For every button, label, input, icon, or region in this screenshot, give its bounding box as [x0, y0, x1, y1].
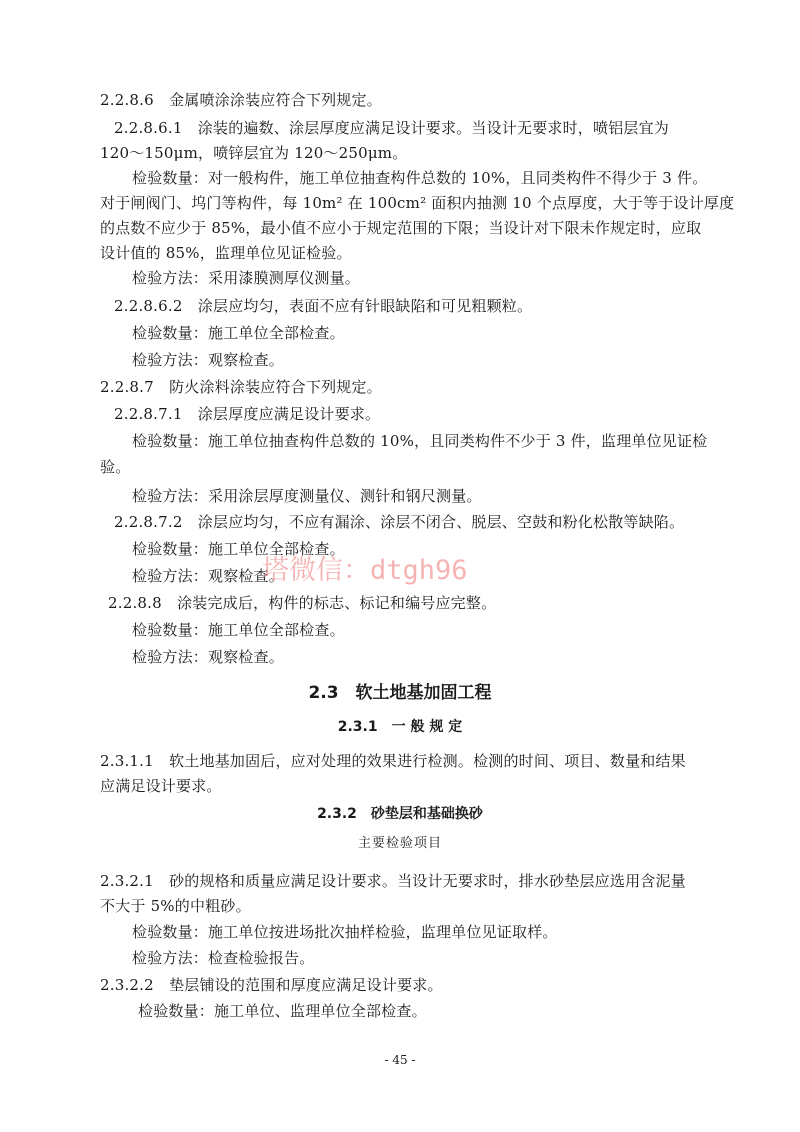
inspection-quantity: 检验数量：施工单位、监理单位全部检查。: [138, 1002, 427, 1020]
paragraph-line: 的点数不应少于 85%，最小值不应小于规定范围的下限；当设计对下限未作规定时，应取: [100, 219, 702, 237]
inspection-quantity: 检验数量：施工单位全部检查。: [132, 621, 345, 639]
paragraph-line: 120～150μm，喷锌层宜为 120～250μm。: [100, 144, 408, 162]
inspection-method: 检验方法：观察检查。: [132, 567, 285, 585]
section-heading: 2.3 软土地基加固工程: [308, 683, 492, 703]
clause-2-3-2-1: 2.3.2.1 砂的规格和质量应满足设计要求。当设计无要求时，排水砂垫层应选用含泥量: [100, 872, 686, 890]
paragraph-line: 验。: [100, 458, 131, 476]
clause-2-2-8-8: 2.2.8.8 涂装完成后，构件的标志、标记和编号应完整。: [108, 594, 497, 612]
inspection-quantity: 检验数量：对一般构件，施工单位抽查构件总数的 10%，且同类构件不得少于 3 件。: [132, 169, 708, 187]
paragraph-line: 设计值的 85%，监理单位见证检验。: [100, 244, 352, 262]
main-inspection-items-caption: 主要检验项目: [357, 836, 442, 851]
inspection-quantity: 检验数量：施工单位抽查构件总数的 10%，且同类构件不少于 3 件，监理单位见证检: [132, 432, 708, 450]
inspection-quantity: 检验数量：施工单位全部检查。: [132, 540, 345, 558]
clause-2-2-8-7-1: 2.2.8.7.1 涂层厚度应满足设计要求。: [114, 405, 381, 423]
watermark-text: 塔微信：dtgh96: [262, 555, 468, 586]
clause-2-2-8-6-1: 2.2.8.6.1 涂装的遍数、涂层厚度应满足设计要求。当设计无要求时，喷铝层宜为: [114, 119, 669, 137]
paragraph-line: 应满足设计要求。: [100, 777, 222, 795]
clause-2-2-8-6-2: 2.2.8.6.2 涂层应均匀，表面不应有针眼缺陷和可见粗颗粒。: [114, 297, 533, 315]
subsection-heading-sand-cushion: 2.3.2 砂垫层和基础换砂: [317, 806, 483, 822]
inspection-method: 检验方法：采用涂层厚度测量仪、测针和钢尺测量。: [132, 487, 482, 505]
inspection-quantity: 检验数量：施工单位全部检查。: [132, 324, 345, 342]
page-number: - 45 -: [384, 1053, 416, 1067]
paragraph-line: 对于闸阀门、坞门等构件，每 10m² 在 100cm² 面积内抽测 10 个点厚度，大于等于设计厚度: [100, 194, 735, 212]
clause-2-2-8-7-2: 2.2.8.7.2 涂层应均匀，不应有漏涂、涂层不闭合、脱层、空鼓和粉化松散等缺陷。: [114, 513, 685, 531]
clause-2-3-1-1: 2.3.1.1 软土地基加固后，应对处理的效果进行检测。检测的时间、项目、数量和结果: [100, 752, 686, 770]
inspection-method: 检验方法：采用漆膜测厚仪测量。: [132, 269, 361, 287]
inspection-method: 检验方法：观察检查。: [132, 351, 285, 369]
inspection-method: 检验方法：检查检验报告。: [132, 949, 315, 967]
clause-2-3-2-2: 2.3.2.2 垫层铺设的范围和厚度应满足设计要求。: [100, 976, 443, 994]
subsection-heading-general: 2.3.1 一 般 规 定: [337, 719, 463, 735]
inspection-method: 检验方法：观察检查。: [132, 648, 285, 666]
clause-2-2-8-6: 2.2.8.6 金属喷涂涂装应符合下列规定。: [100, 91, 382, 109]
paragraph-line: 不大于 5%的中粗砂。: [100, 897, 251, 915]
inspection-quantity: 检验数量：施工单位按进场批次抽样检验，监理单位见证取样。: [132, 923, 558, 941]
clause-2-2-8-7: 2.2.8.7 防火涂料涂装应符合下列规定。: [100, 378, 382, 396]
